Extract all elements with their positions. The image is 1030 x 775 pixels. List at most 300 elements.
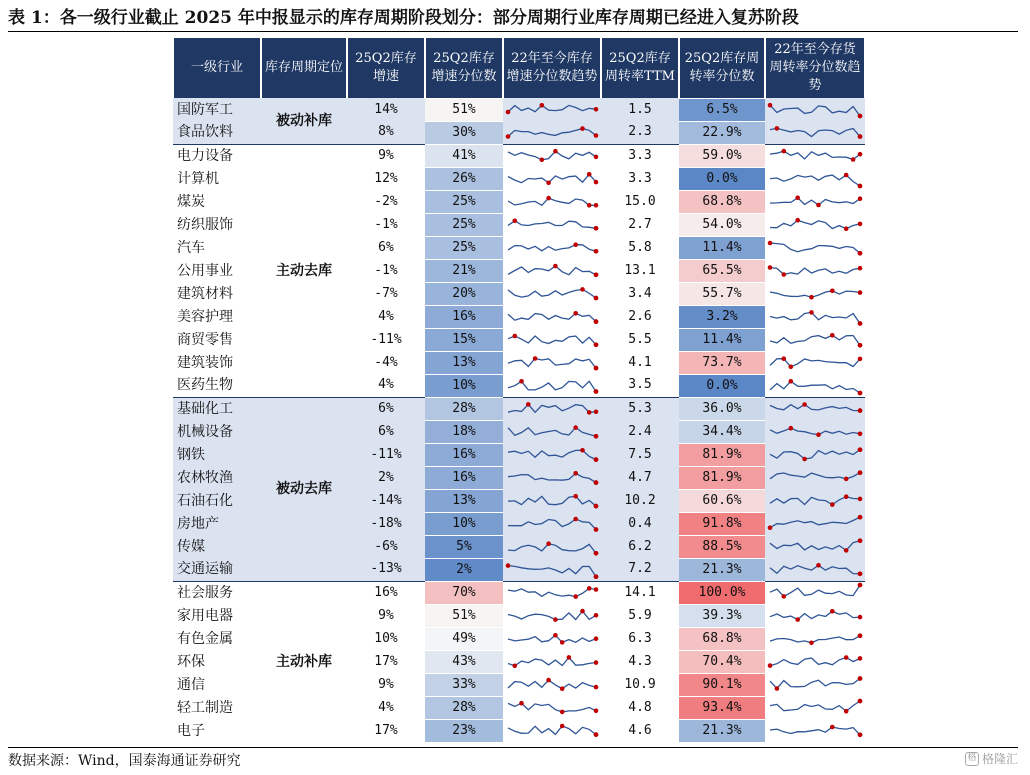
sparkline-dot: [858, 571, 863, 576]
turnover-trend-cell: [765, 512, 865, 535]
sparkline-dot: [594, 457, 599, 462]
sparkline-dot: [587, 410, 592, 415]
turnover-cell: 14.1: [601, 581, 679, 604]
turnover-percentile-cell: 59.0%: [679, 144, 765, 167]
watermark-logo-icon: 格: [965, 752, 979, 766]
turnover-cell: 10.9: [624, 676, 656, 692]
sparkline-dot: [594, 574, 599, 579]
turnover-percentile-cell: 73.7%: [679, 351, 765, 374]
inv-growth-percentile-cell: 18%: [425, 420, 503, 443]
sparkline-dot: [580, 126, 585, 131]
sparkline-dot: [858, 222, 863, 227]
turnover-sparkline: [767, 99, 863, 120]
turnover-cell: 6.3: [628, 630, 652, 646]
sparkline-dot: [594, 410, 599, 415]
industry-cell: 通信: [177, 676, 205, 693]
inv-growth-percentile-cell: 25%: [425, 190, 503, 213]
sparkline-dot: [844, 477, 849, 482]
sparkline-dot: [844, 709, 849, 714]
turnover-percentile-cell: 65.5%: [679, 259, 765, 282]
turnover-trend-cell: [765, 420, 865, 443]
sparkline-dot: [830, 502, 835, 507]
sparkline-dot: [546, 541, 551, 546]
sparkline-path: [770, 198, 860, 205]
sparkline-path: [770, 517, 860, 528]
industry-cell: 国防军工: [173, 98, 261, 121]
turnover-cell: 7.2: [601, 558, 679, 581]
sparkline-dot: [540, 158, 545, 163]
sparkline-dot: [594, 389, 599, 394]
inv-growth-cell: -7%: [374, 285, 398, 301]
sparkline-dot: [594, 636, 599, 641]
sparkline-dot: [858, 357, 863, 362]
inv-growth-cell: 4%: [378, 699, 394, 715]
turnover-percentile-cell: 70.4%: [679, 650, 765, 673]
sparkline-dot: [858, 615, 863, 620]
turnover-cell: 2.7: [628, 216, 652, 232]
sparkline-dot: [594, 249, 599, 254]
sparkline-dot: [513, 334, 518, 339]
turnover-trend-cell: [765, 604, 865, 627]
turnover-sparkline: [767, 122, 863, 143]
sparkline-dot: [594, 660, 599, 665]
sparkline-path: [770, 636, 860, 643]
turnover-trend-cell: [765, 144, 865, 167]
turnover-trend-cell: [765, 443, 865, 466]
sparkline-dot: [809, 641, 814, 646]
sparkline-path: [508, 198, 596, 205]
industry-cell: 农林牧渔: [173, 466, 261, 489]
turnover-trend-cell: [765, 397, 865, 420]
turnover-sparkline: [767, 605, 863, 626]
sparkline-dot: [858, 447, 863, 452]
industry-cell: 汽车: [177, 239, 205, 256]
inv-growth-sparkline: [505, 398, 599, 419]
inv-growth-sparkline: [505, 628, 599, 649]
turnover-percentile-cell: 36.0%: [679, 397, 765, 420]
inv-growth-trend-cell: [503, 489, 601, 512]
turnover-percentile-cell: 81.9%: [679, 466, 765, 489]
inv-growth-cell: 8%: [347, 121, 425, 144]
turnover-cell: 7.5: [601, 443, 679, 466]
industry-cell: 电子: [177, 722, 205, 739]
turnover-percentile-cell: 0.0%: [679, 374, 765, 397]
industry-cell: 传媒: [173, 535, 261, 558]
inv-growth-cell: 9%: [378, 676, 394, 692]
sparkline-dot: [858, 134, 863, 139]
inv-growth-cell: -6%: [347, 535, 425, 558]
inv-growth-trend-cell: [503, 673, 601, 696]
industry-cell: 纺织服饰: [177, 216, 233, 233]
sparkline-path: [508, 473, 596, 482]
turnover-percentile-cell: 81.9%: [679, 443, 765, 466]
sparkline-dot: [573, 311, 578, 316]
inv-growth-percentile-cell: 16%: [425, 466, 503, 489]
sparkline-dot: [858, 699, 863, 704]
turnover-percentile-cell: 3.2%: [679, 305, 765, 328]
sparkline-path: [770, 428, 860, 435]
sparkline-dot: [506, 110, 511, 115]
inv-growth-trend-cell: [503, 121, 601, 144]
industry-cell: 机械设备: [173, 420, 261, 443]
turnover-cell: 10.2: [601, 489, 679, 512]
sparkline-dot: [587, 203, 592, 208]
sparkline-dot: [573, 517, 578, 522]
industry-cell: 建筑材料: [177, 285, 233, 302]
sparkline-dot: [580, 609, 585, 614]
inv-growth-percentile-cell: 23%: [425, 719, 503, 742]
turnover-sparkline: [767, 674, 863, 695]
header-inv-growth-percentile: 25Q2库存增速分位数: [425, 38, 503, 98]
turnover-cell: 2.6: [628, 308, 652, 324]
turnover-sparkline: [767, 306, 863, 327]
inv-growth-sparkline: [505, 536, 599, 557]
sparkline-dot: [553, 617, 558, 622]
turnover-sparkline: [767, 168, 863, 189]
industry-cell: 煤炭: [177, 193, 205, 210]
turnover-sparkline: [767, 467, 863, 488]
sparkline-dot: [519, 379, 524, 384]
inv-growth-cell: 6%: [347, 397, 425, 420]
industry-cell: 交通运输: [173, 558, 261, 581]
sparkline-path: [508, 635, 596, 642]
turnover-percentile-cell: 60.6%: [679, 489, 765, 512]
sparkline-path: [508, 359, 596, 369]
turnover-sparkline: [767, 352, 863, 373]
industry-cell: 房地产: [173, 512, 261, 535]
sparkline-dot: [587, 586, 592, 591]
turnover-sparkline: [767, 697, 863, 718]
sparkline-dot: [594, 155, 599, 160]
sparkline-dot: [553, 633, 558, 638]
sparkline-dot: [858, 321, 863, 326]
turnover-sparkline: [767, 214, 863, 235]
inv-growth-trend-cell: [503, 144, 601, 167]
header-turnover-percentile: 25Q2库存周转率分位数: [679, 38, 765, 98]
sparkline-dot: [573, 242, 578, 247]
turnover-cell: 4.3: [628, 653, 652, 669]
industry-cell: 美容护理: [177, 308, 233, 325]
header-inv-growth-trend: 22年至今库存增速分位数趋势: [503, 38, 601, 98]
inv-growth-sparkline: [505, 306, 599, 327]
sparkline-dot: [573, 471, 578, 476]
industry-cell: 公用事业: [177, 262, 233, 279]
industry-cell: 医药生物: [177, 377, 233, 394]
turnover-sparkline: [767, 490, 863, 511]
sparkline-dot: [594, 319, 599, 324]
inv-growth-sparkline: [505, 490, 599, 511]
turnover-sparkline: [767, 145, 863, 166]
sparkline-path: [508, 680, 596, 689]
inv-growth-sparkline: [505, 283, 599, 304]
inv-growth-trend-cell: [503, 696, 601, 719]
inv-growth-cell: 14%: [347, 98, 425, 121]
sparkline-dot: [858, 470, 863, 475]
turnover-trend-cell: [765, 259, 865, 282]
table-header-row: [173, 38, 865, 98]
watermark: [965, 750, 1018, 767]
inv-growth-percentile-cell: 30%: [425, 121, 503, 144]
sparkline-dot: [594, 732, 599, 737]
inv-growth-cell: 6%: [378, 239, 394, 255]
inv-growth-cell: -1%: [374, 262, 398, 278]
header-turnover-trend: 22年至今存货周转率分位数趋势: [765, 38, 865, 98]
inv-growth-cell: -1%: [374, 216, 398, 232]
sparkline-path: [508, 657, 596, 665]
sparkline-dot: [795, 218, 800, 223]
turnover-cell: 13.1: [624, 262, 656, 278]
sparkline-dot: [768, 663, 773, 668]
sparkline-dot: [594, 480, 599, 485]
sparkline-dot: [594, 587, 599, 592]
stage-cell: 被动补库: [261, 98, 347, 144]
sparkline-path: [508, 245, 596, 252]
sparkline-dot: [809, 310, 814, 315]
sparkline-dot: [858, 733, 863, 738]
inv-growth-trend-cell: [503, 719, 601, 742]
sparkline-dot: [513, 219, 518, 224]
inv-growth-percentile-cell: 25%: [425, 213, 503, 236]
sparkline-dot: [858, 196, 863, 201]
sparkline-dot: [775, 126, 780, 131]
source-note: 数据来源：Wind，国泰海通证券研究: [8, 753, 241, 769]
inv-growth-percentile-cell: 10%: [425, 374, 503, 397]
sparkline-dot: [858, 676, 863, 681]
sparkline-dot: [594, 203, 599, 208]
sparkline-dot: [830, 289, 835, 294]
turnover-sparkline: [767, 536, 863, 557]
industry-cell: 石油石化: [173, 489, 261, 512]
inv-growth-trend-cell: [503, 167, 601, 190]
sparkline-path: [508, 174, 596, 183]
turnover-percentile-cell: 90.1%: [679, 673, 765, 696]
turnover-percentile-cell: 6.5%: [679, 98, 765, 121]
sparkline-dot: [782, 356, 787, 361]
inv-growth-trend-cell: [503, 282, 601, 305]
turnover-sparkline: [767, 421, 863, 442]
sparkline-dot: [513, 664, 518, 669]
inv-growth-percentile-cell: 28%: [425, 397, 503, 420]
sparkline-dot: [858, 266, 863, 271]
inv-growth-cell: -4%: [374, 354, 398, 370]
inv-growth-cell: -18%: [347, 512, 425, 535]
inv-growth-cell: 16%: [347, 581, 425, 604]
turnover-trend-cell: [765, 581, 865, 604]
turnover-sparkline: [767, 559, 863, 580]
inv-growth-cell: -11%: [347, 443, 425, 466]
turnover-sparkline: [767, 260, 863, 281]
turnover-cell: 5.5: [628, 331, 652, 347]
sparkline-dot: [567, 655, 572, 660]
industry-cell: 钢铁: [173, 443, 261, 466]
turnover-cell: 5.8: [628, 239, 652, 255]
industry-cell: 家用电器: [177, 607, 233, 624]
turnover-percentile-cell: 55.7%: [679, 282, 765, 305]
sparkline-dot: [789, 426, 794, 431]
inv-growth-cell: 12%: [374, 170, 398, 186]
sparkline-dot: [816, 563, 821, 568]
inv-growth-cell: 17%: [374, 722, 398, 738]
inv-growth-sparkline: [505, 467, 599, 488]
sparkline-dot: [775, 686, 780, 691]
sparkline-dot: [858, 409, 863, 414]
sparkline-path: [508, 336, 596, 345]
inv-growth-cell: -2%: [374, 193, 398, 209]
table-body: [173, 98, 865, 742]
turnover-cell: 15.0: [624, 193, 656, 209]
inv-growth-sparkline: [505, 145, 599, 166]
turnover-percentile-cell: 11.4%: [679, 236, 765, 259]
sparkline-dot: [844, 173, 849, 178]
sparkline-dot: [506, 134, 511, 139]
inv-growth-percentile-cell: 51%: [425, 98, 503, 121]
sparkline-path: [770, 312, 860, 323]
turnover-trend-cell: [765, 328, 865, 351]
sparkline-dot: [560, 640, 565, 645]
inv-growth-trend-cell: [503, 420, 601, 443]
stage-cell: 主动补库: [261, 581, 347, 742]
sparkline-dot: [560, 710, 565, 715]
footer-divider: [8, 747, 1018, 748]
inv-growth-sparkline: [505, 582, 599, 603]
sparkline-dot: [560, 724, 565, 729]
sparkline-path: [508, 519, 596, 530]
inv-growth-percentile-cell: 20%: [425, 282, 503, 305]
turnover-trend-cell: [765, 627, 865, 650]
sparkline-dot: [594, 180, 599, 185]
inv-growth-trend-cell: [503, 581, 601, 604]
industry-cell: 食品饮料: [173, 121, 261, 144]
turnover-cell: 3.3: [628, 170, 652, 186]
sparkline-dot: [594, 504, 599, 509]
sparkline-dot: [768, 265, 773, 270]
turnover-sparkline: [767, 237, 863, 258]
sparkline-path: [770, 128, 860, 136]
header-industry: 一级行业: [173, 38, 261, 98]
sparkline-dot: [858, 538, 863, 543]
sparkline-dot: [594, 296, 599, 301]
turnover-percentile-cell: 11.4%: [679, 328, 765, 351]
sparkline-dot: [594, 709, 599, 714]
turnover-cell: 4.6: [628, 722, 652, 738]
inv-growth-sparkline: [505, 260, 599, 281]
sparkline-dot: [858, 114, 863, 119]
inv-growth-trend-cell: [503, 351, 601, 374]
sparkline-dot: [594, 366, 599, 371]
turnover-percentile-cell: 91.8%: [679, 512, 765, 535]
sparkline-dot: [560, 686, 565, 691]
watermark-text: 格隆汇: [981, 752, 1018, 766]
inv-growth-percentile-cell: 51%: [425, 604, 503, 627]
sparkline-dot: [830, 333, 835, 338]
sparkline-dot: [802, 457, 807, 462]
turnover-trend-cell: [765, 190, 865, 213]
sparkline-dot: [768, 103, 773, 108]
turnover-cell: 2.3: [601, 121, 679, 144]
sparkline-path: [770, 450, 860, 459]
turnover-trend-cell: [765, 535, 865, 558]
sparkline-dot: [858, 390, 863, 395]
sparkline-path: [508, 405, 596, 413]
sparkline-path: [508, 544, 596, 554]
inv-growth-percentile-cell: 33%: [425, 673, 503, 696]
sparkline-dot: [546, 678, 551, 683]
turnover-sparkline: [767, 283, 863, 304]
sparkline-dot: [858, 152, 863, 157]
inv-growth-sparkline: [505, 674, 599, 695]
sparkline-path: [770, 291, 860, 297]
inv-growth-trend-cell: [503, 627, 601, 650]
inv-growth-percentile-cell: 2%: [425, 558, 503, 581]
sparkline-dot: [782, 594, 787, 599]
inv-growth-trend-cell: [503, 374, 601, 397]
stage-cell: 被动去库: [261, 397, 347, 581]
inv-growth-sparkline: [505, 605, 599, 626]
sparkline-dot: [844, 655, 849, 660]
inv-growth-percentile-cell: 13%: [425, 351, 503, 374]
turnover-percentile-cell: 93.4%: [679, 696, 765, 719]
sparkline-dot: [858, 343, 863, 348]
sparkline-dot: [858, 184, 863, 189]
inv-growth-percentile-cell: 26%: [425, 167, 503, 190]
sparkline-path: [508, 151, 596, 160]
inv-growth-percentile-cell: 41%: [425, 144, 503, 167]
inv-growth-cell: 17%: [374, 653, 398, 669]
sparkline-dot: [519, 701, 524, 706]
turnover-trend-cell: [765, 650, 865, 673]
sparkline-dot: [573, 494, 578, 499]
sparkline-dot: [594, 343, 599, 348]
turnover-cell: 4.1: [628, 354, 652, 370]
sparkline-dot: [540, 103, 545, 108]
sparkline-dot: [816, 203, 821, 208]
sparkline-dot: [594, 527, 599, 532]
sparkline-dot: [782, 149, 787, 154]
sparkline-dot: [844, 548, 849, 553]
sparkline-dot: [594, 226, 599, 231]
inv-growth-sparkline: [505, 559, 599, 580]
turnover-percentile-cell: 54.0%: [679, 213, 765, 236]
inv-growth-cell: -14%: [347, 489, 425, 512]
sparkline-path: [508, 105, 596, 112]
inv-growth-trend-cell: [503, 443, 601, 466]
sparkline-dot: [526, 402, 531, 407]
inv-growth-percentile-cell: 70%: [425, 581, 503, 604]
sparkline-path: [770, 381, 860, 393]
sparkline-dot: [533, 356, 538, 361]
sparkline-path: [508, 428, 596, 437]
turnover-sparkline: [767, 582, 863, 603]
sparkline-path: [508, 221, 596, 229]
inv-growth-sparkline: [505, 237, 599, 258]
turnover-trend-cell: [765, 489, 865, 512]
header-stage: 库存周期定位: [261, 38, 347, 98]
turnover-cell: 5.9: [628, 607, 652, 623]
sparkline-dot: [851, 157, 856, 162]
sparkline-dot: [782, 272, 787, 277]
turnover-percentile-cell: 68.8%: [679, 190, 765, 213]
turnover-sparkline: [767, 513, 863, 534]
turnover-percentile-cell: 21.3%: [679, 558, 765, 581]
industry-cell: 基础化工: [173, 397, 261, 420]
inv-growth-sparkline: [505, 214, 599, 235]
industry-cell: 商贸零售: [177, 331, 233, 348]
inv-growth-percentile-cell: 25%: [425, 236, 503, 259]
turnover-trend-cell: [765, 282, 865, 305]
sparkline-path: [508, 565, 596, 576]
inv-growth-sparkline: [505, 122, 599, 143]
sparkline-dot: [858, 432, 863, 437]
